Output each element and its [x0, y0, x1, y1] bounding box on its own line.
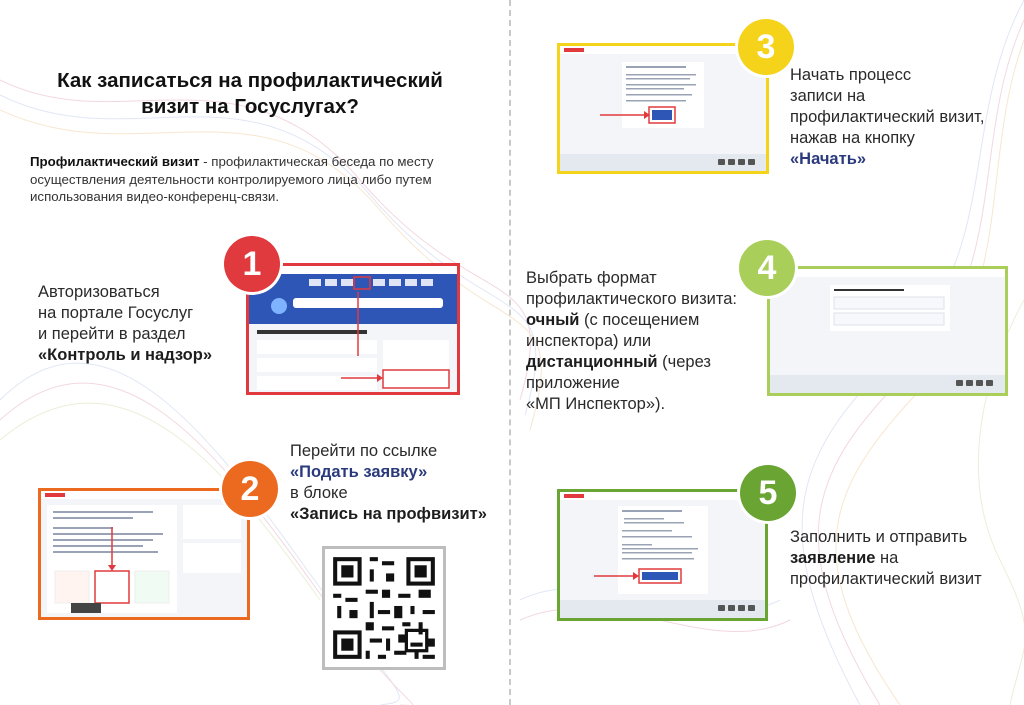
step3-button-name: «Начать»	[790, 150, 867, 168]
step4-badge	[739, 240, 795, 296]
step5-badge	[740, 465, 796, 521]
step3-line: профилактический визит,	[790, 108, 985, 126]
title-line-2: визит на Госуслугах?	[141, 95, 359, 118]
step4-line: «МП Инспектор»).	[526, 395, 666, 413]
step3-screenshot	[557, 43, 769, 174]
step2-number: 2	[240, 470, 260, 508]
step2-screenshot	[38, 488, 250, 620]
qr-code	[322, 546, 446, 670]
step5-screenshot	[557, 489, 768, 621]
step4-line: (с посещением	[579, 311, 700, 329]
step1-badge	[224, 236, 280, 292]
step3-screenshot-image	[560, 46, 766, 171]
step3-badge	[738, 19, 794, 75]
step2-link-name: «Подать заявку»	[290, 463, 428, 481]
step2-badge	[222, 461, 278, 517]
step4-screenshot	[767, 266, 1008, 396]
step5-line: Заполнить и отправить	[790, 528, 968, 546]
page-divider	[509, 0, 511, 705]
step1-number: 1	[242, 245, 262, 283]
step1-line: на портале Госуслуг	[38, 304, 194, 322]
step3-line: Начать процесс	[790, 66, 912, 84]
step2-line: Перейти по ссылке	[290, 442, 438, 460]
step1-line: Авторизоваться	[38, 283, 160, 301]
step2-text	[290, 441, 510, 525]
intro-definition: - профилактическая беседа по месту осуществления деятельности контролируемого лица либо путем использования видео-конференц-связи.	[30, 154, 434, 204]
step5-document-name: заявление	[790, 549, 876, 567]
step4-line: (через	[657, 353, 711, 371]
step2-line: в блоке	[290, 484, 348, 502]
step3-number: 3	[756, 28, 776, 66]
step5-number: 5	[758, 474, 778, 512]
step1-section-name: «Контроль и надзор»	[38, 346, 212, 364]
step1-text	[38, 282, 238, 366]
step3-line: записи на	[790, 87, 866, 105]
step3-line: нажав на кнопку	[790, 129, 915, 147]
step5-line: профилактический визит	[790, 570, 982, 588]
step1-screenshot	[246, 263, 460, 395]
intro-paragraph	[30, 153, 500, 206]
step4-line: приложение	[526, 374, 620, 392]
step1-screenshot-image	[249, 266, 457, 392]
title-line-1: Как записаться на профилактический	[57, 69, 443, 92]
step3-text	[790, 65, 1015, 170]
step2-screenshot-image	[41, 491, 247, 617]
step4-line: профилактического визита:	[526, 290, 737, 308]
step4-option-in-person: очный	[526, 311, 580, 329]
step4-screenshot-image	[770, 269, 1005, 393]
step4-line: инспектора) или	[526, 332, 652, 350]
step5-screenshot-image	[560, 492, 765, 618]
step1-line: и перейти в раздел	[38, 325, 186, 343]
intro-term: Профилактический визит	[30, 154, 200, 169]
step4-text	[526, 268, 766, 415]
step4-option-remote: дистанционный	[526, 353, 658, 371]
step4-line: Выбрать формат	[526, 269, 657, 287]
step5-text	[790, 527, 1020, 590]
step5-line: на	[875, 549, 899, 567]
qr-code-image	[325, 549, 443, 667]
page-title	[20, 68, 480, 120]
step4-number: 4	[757, 249, 777, 287]
step2-block-name: «Запись на профвизит»	[290, 505, 487, 523]
